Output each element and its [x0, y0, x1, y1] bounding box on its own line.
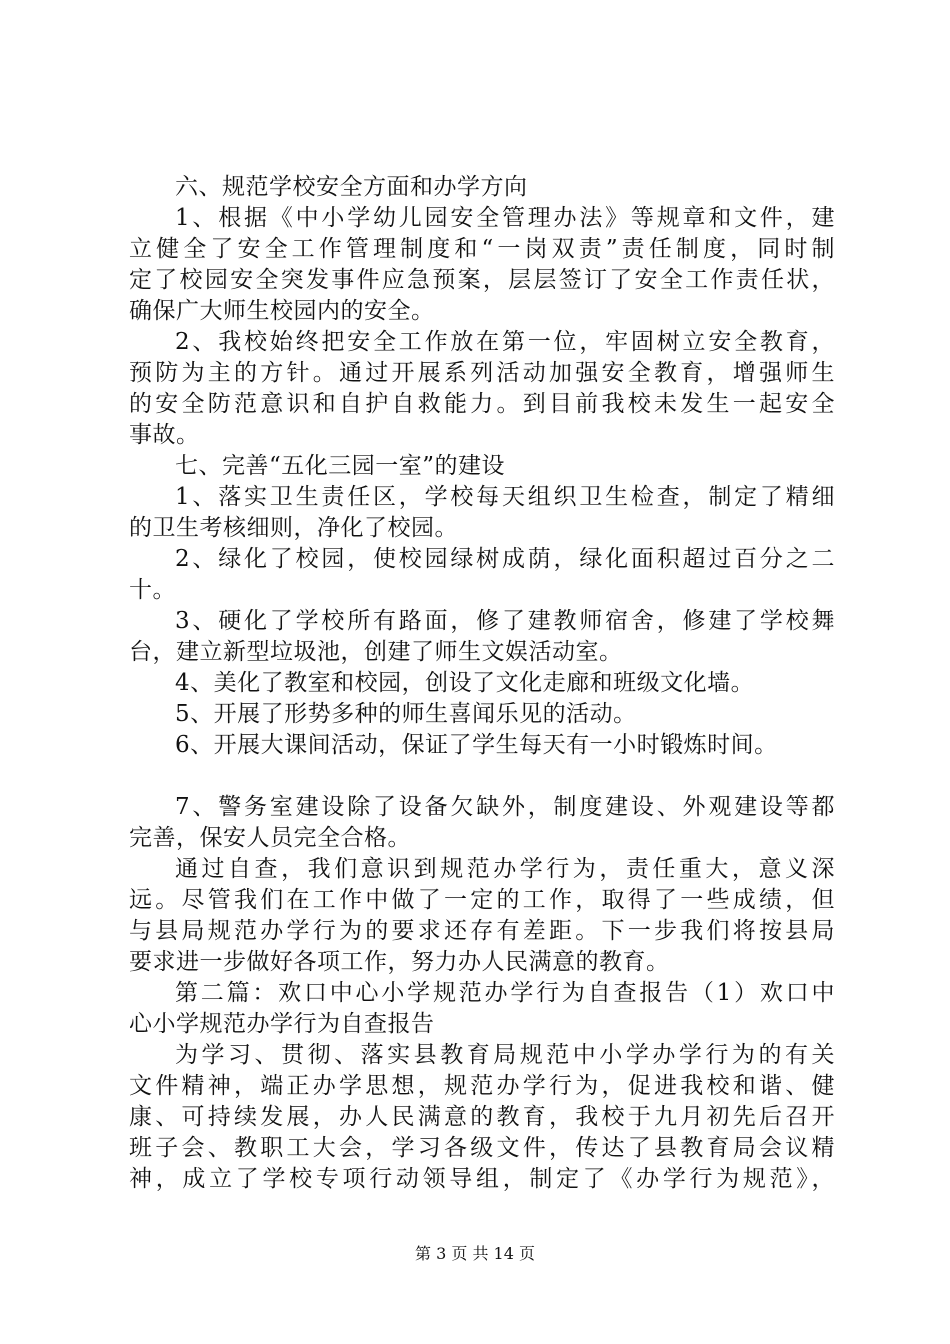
text-line: 7、警务室建设除了设备欠缺外，制度建设、外观建设等都: [175, 794, 835, 820]
text-line: 班子会、教职工大会，学习各级文件，传达了县教育局会议精: [129, 1135, 835, 1161]
text-line: 5、开展了形势多种的师生喜闻乐见的活动。: [175, 701, 637, 727]
text-line: 1、根据《中小学幼儿园安全管理办法》等规章和文件，建: [175, 205, 835, 231]
page-footer: 第 3 页 共 14 页: [415, 1244, 535, 1263]
text-line: 2、绿化了校园，使校园绿树成荫，绿化面积超过百分之二: [175, 546, 835, 572]
text-line: 远。尽管我们在工作中做了一定的工作，取得了一些成绩，但: [129, 887, 835, 913]
text-line: 2、我校始终把安全工作放在第一位，牢固树立安全教育，: [175, 329, 835, 355]
text-line: 与县局规范办学行为的要求还存有差距。下一步我们将按县局: [129, 918, 835, 944]
text-line: 神，成立了学校专项行动领导组，制定了《办学行为规范》，: [129, 1166, 835, 1192]
text-line: 事故。: [129, 422, 200, 448]
document-body: [129, 172, 835, 1195]
text-line: 立健全了安全工作管理制度和“一岗双责”责任制度，同时制: [129, 236, 835, 262]
text-line: 台，建立新型垃圾池，创建了师生文娱活动室。: [129, 639, 623, 665]
text-line: 3、硬化了学校所有路面，修了建教师宿舍，修建了学校舞: [175, 608, 835, 634]
text-line: 4、美化了教室和校园，创设了文化走廊和班级文化墙。: [175, 670, 755, 696]
text-line: 心小学规范办学行为自查报告: [129, 1011, 435, 1037]
text-line: 六、规范学校安全方面和办学方向: [175, 174, 528, 200]
text-line: 七、完善“五化三园一室”的建设: [175, 453, 506, 479]
text-line: 十。: [129, 577, 176, 603]
text-line: 通过自查，我们意识到规范办学行为，责任重大，意义深: [175, 856, 835, 882]
text-line: 完善，保安人员完全合格。: [129, 825, 411, 851]
text-line: [129, 761, 835, 792]
text-line: 预防为主的方针。通过开展系列活动加强安全教育，增强师生: [129, 360, 835, 386]
text-line: 确保广大师生校园内的安全。: [129, 298, 435, 324]
text-line: 文件精神，端正办学思想，规范办学行为，促进我校和谐、健: [129, 1073, 835, 1099]
text-line: 的卫生考核细则，净化了校园。: [129, 515, 458, 541]
text-line: 为学习、贯彻、落实县教育局规范中小学办学行为的有关: [175, 1042, 835, 1068]
text-line: 6、开展大课间活动，保证了学生每天有一小时锻炼时间。: [175, 732, 778, 758]
text-line: 康、可持续发展，办人民满意的教育，我校于九月初先后召开: [129, 1104, 835, 1130]
text-line: 要求进一步做好各项工作，努力办人民满意的教育。: [129, 949, 670, 975]
text-line: 定了校园安全突发事件应急预案，层层签订了安全工作责任状，: [129, 267, 835, 293]
text-line: 1、落实卫生责任区，学校每天组织卫生检查，制定了精细: [175, 484, 835, 510]
text-line: 的安全防范意识和自护自救能力。到目前我校未发生一起安全: [129, 391, 835, 417]
text-line: 第二篇：欢口中心小学规范办学行为自查报告（1）欢口中: [175, 980, 835, 1006]
